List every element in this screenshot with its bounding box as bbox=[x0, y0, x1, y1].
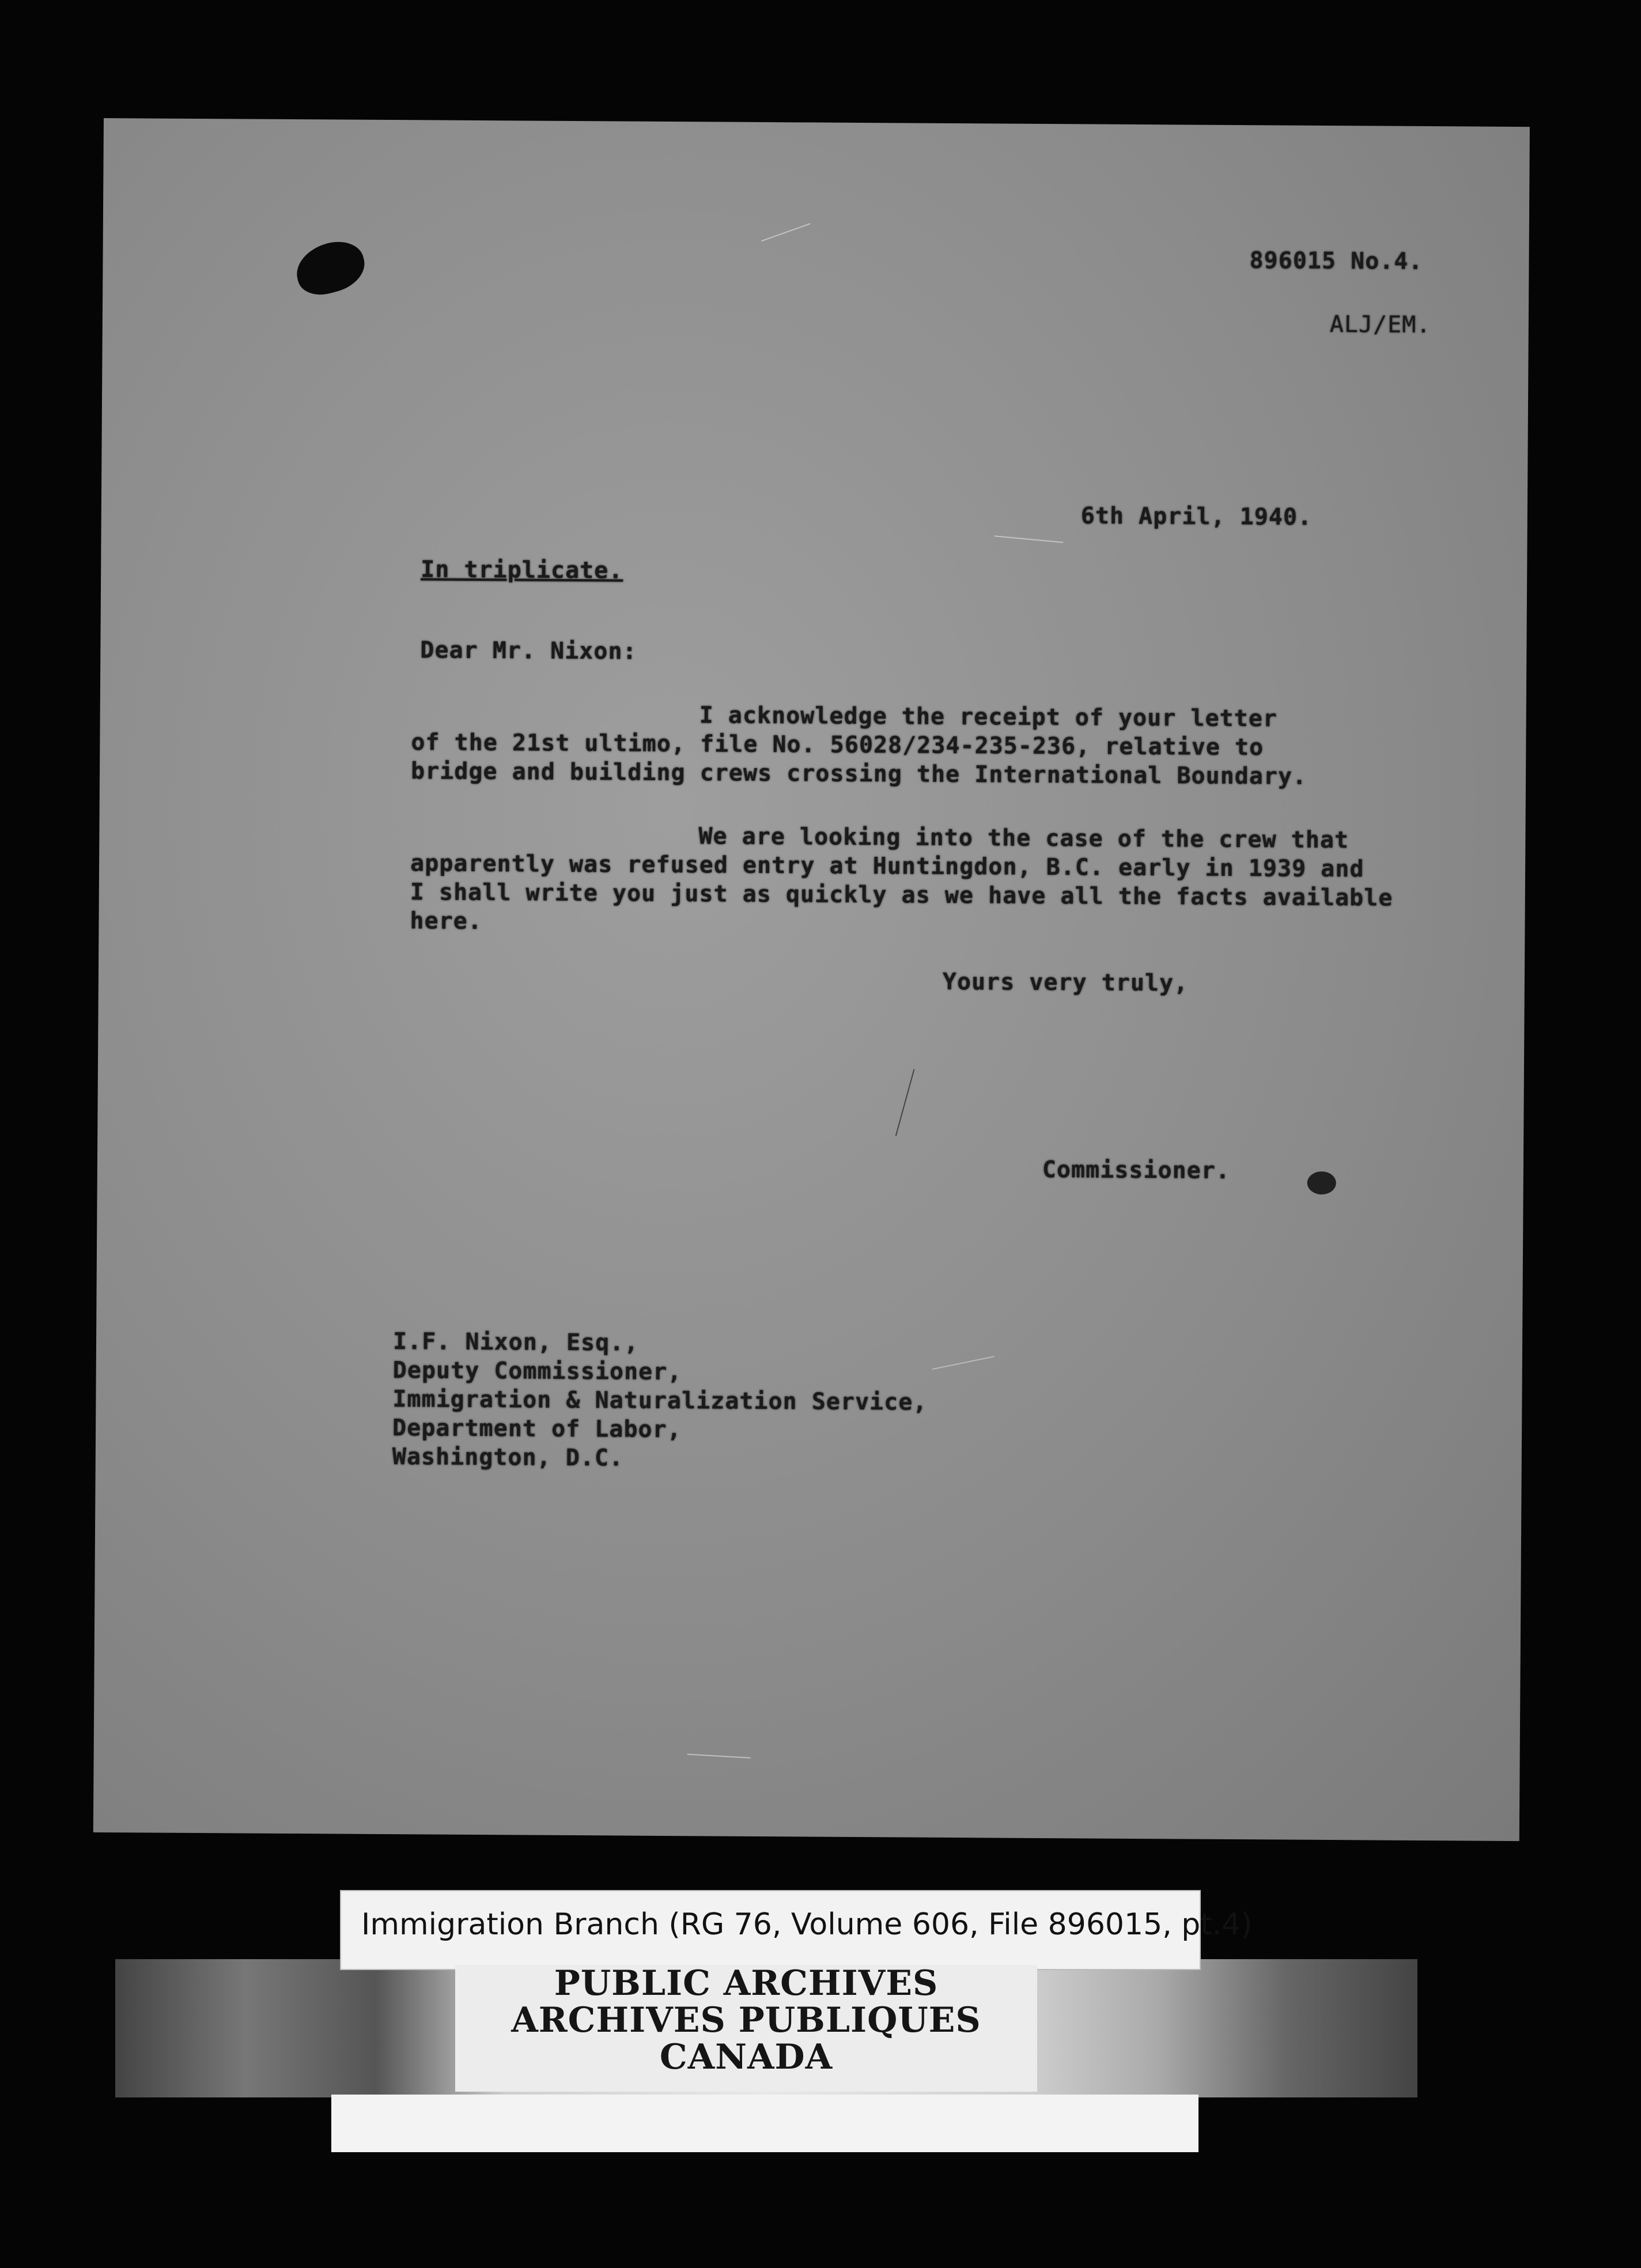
para2-line3: I shall write you just as quickly as we have all the facts available bbox=[410, 879, 1393, 912]
addressee-line: Department of Labor, bbox=[392, 1415, 682, 1443]
stamp-line-3: CANADA bbox=[659, 2037, 833, 2077]
scratch-mark bbox=[687, 1753, 751, 1758]
para1-line1: I acknowledge the receipt of your letter bbox=[699, 702, 1278, 732]
para1-line3: bridge and building crews crossing the International Boundary. bbox=[410, 758, 1307, 790]
pen-mark bbox=[895, 1069, 915, 1136]
scratch-mark bbox=[761, 223, 810, 241]
addressee-line: Washington, D.C. bbox=[392, 1443, 624, 1472]
scratch-mark bbox=[995, 535, 1064, 543]
salutation: Dear Mr. Nixon: bbox=[420, 637, 637, 665]
letter-date: 6th April, 1940. bbox=[1080, 502, 1313, 531]
para2-line4: here. bbox=[410, 908, 483, 935]
para1-line2: of the 21st ultimo, file No. 56028/234-235-236, relative to bbox=[411, 729, 1264, 761]
stamp-line-1: PUBLIC ARCHIVES bbox=[554, 1963, 939, 2004]
file-reference: 896015 No.4. bbox=[1249, 247, 1423, 275]
punch-hole bbox=[291, 236, 370, 301]
archive-stamp bbox=[455, 1965, 1037, 2092]
signature-title: Commissioner. bbox=[1042, 1156, 1231, 1184]
addressee-line: Immigration & Naturalization Service, bbox=[392, 1386, 928, 1416]
addressee-line: I.F. Nixon, Esq., bbox=[392, 1328, 639, 1356]
letter-page bbox=[93, 118, 1530, 1841]
copy-note: In triplicate. bbox=[421, 556, 623, 584]
typist-initials: ALJ/EM. bbox=[1329, 311, 1431, 339]
archive-reference-label bbox=[340, 1890, 1253, 1970]
closing: Yours very truly, bbox=[942, 968, 1189, 997]
blank-label bbox=[331, 2095, 1198, 2152]
para2-line2: apparently was refused entry at Huntingdon, B.C. early in 1939 and bbox=[410, 850, 1364, 883]
para2-line1: We are looking into the case of the crew that bbox=[698, 823, 1349, 854]
stamp-line-2: ARCHIVES PUBLIQUES bbox=[511, 2000, 981, 2040]
addressee-line: Deputy Commissioner, bbox=[392, 1357, 682, 1386]
ink-smudge bbox=[1307, 1171, 1336, 1195]
archive-reference-text: Immigration Branch (RG 76, Volume 606, File 896015, pt.4) bbox=[361, 1907, 1253, 1942]
scratch-mark bbox=[932, 1356, 995, 1370]
